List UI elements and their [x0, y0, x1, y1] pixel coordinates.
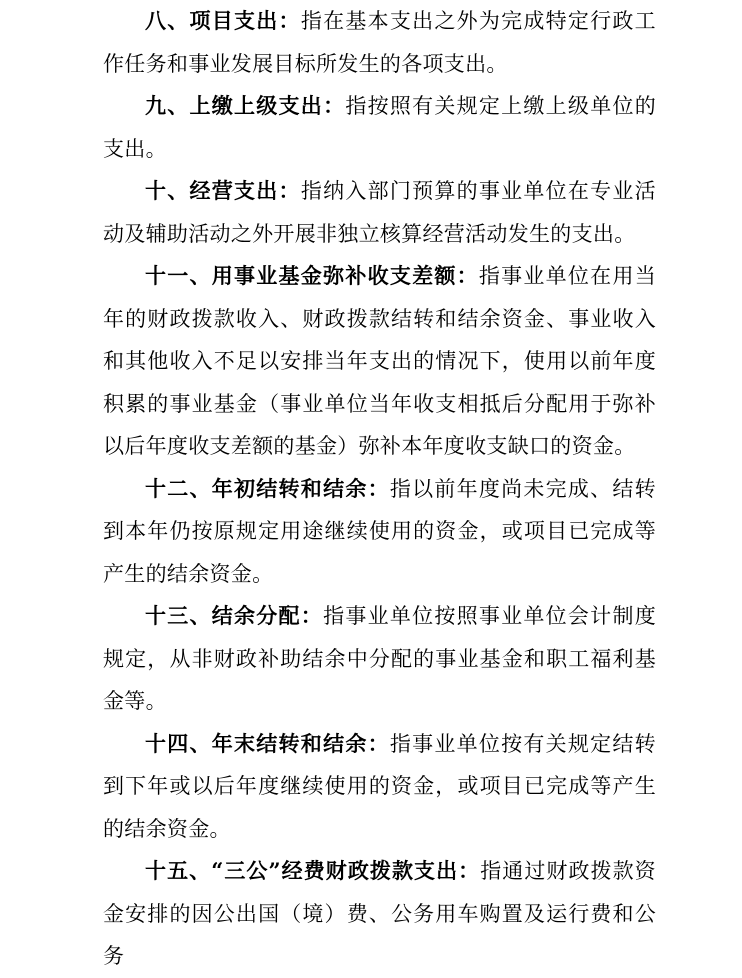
term-heading: 十五、“三公”经费财政拨款支出： — [145, 858, 481, 883]
paragraph-closing-balance — [103, 723, 656, 851]
paragraph-surplus-distribution — [103, 595, 656, 723]
term-definition: 指以前年度尚未完成、结转到本年仍按原规定用途继续使用的资金，或项目已完成等产生的结余资金。 — [103, 476, 656, 586]
term-definition: 指纳入部门预算的事业单位在专业活动及辅助活动之外开展非独立核算经营活动发生的支出。 — [103, 179, 656, 246]
paragraph-opening-balance — [103, 468, 656, 596]
term-heading: 九、上缴上级支出： — [145, 93, 346, 118]
term-definition: 指事业单位按有关规定结转到下年或以后年度继续使用的资金，或项目已完成等产生的结余资金。 — [103, 731, 656, 841]
term-heading: 十四、年末结转和结余： — [145, 730, 390, 756]
paragraph-project-expenditure — [103, 0, 656, 85]
term-definition: 指在基本支出之外为完成特定行政工作任务和事业发展目标所发生的各项支出。 — [103, 9, 656, 76]
term-heading: 八、项目支出： — [145, 8, 301, 33]
term-definition: 指按照有关规定上缴上级单位的支出。 — [103, 94, 657, 161]
term-heading: 十二、年初结转和结余： — [145, 475, 390, 501]
paragraph-three-public-expenses — [103, 850, 656, 978]
paragraph-remit-superior — [103, 85, 656, 170]
paragraph-operating-expenditure — [103, 170, 656, 255]
term-definition: 指事业单位按照事业单位会计制度规定，从非财政补助结余中分配的事业基金和职工福利基金等。 — [103, 604, 656, 713]
term-heading: 十、经营支出： — [145, 178, 301, 203]
paragraph-fund-offset — [103, 255, 656, 468]
term-heading: 十三、结余分配： — [145, 603, 324, 628]
term-definition: 指通过财政拨款资金安排的因公出国（境）费、公务用车购置及运行费和公务 — [103, 859, 656, 968]
term-definition: 指事业单位在用当年的财政拨款收入、财政拨款结转和结余资金、事业收入和其他收入不足以安排当年支出的情况下，使用以前年度积累的事业基金（事业单位当年收支相抵后分配用于弥补以后年度收支差额的基金）弥补本年度收支缺口的资金。 — [103, 264, 657, 458]
term-heading: 十一、用事业基金弥补收支差额： — [145, 263, 479, 288]
